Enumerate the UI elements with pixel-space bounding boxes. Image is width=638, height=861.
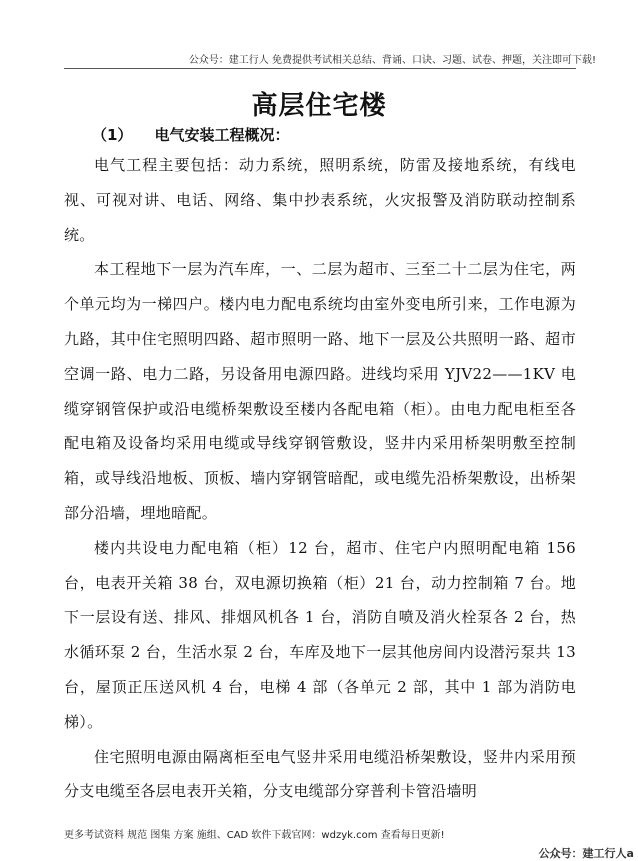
watermark-label: 公众号：建工行人a — [538, 847, 634, 860]
paragraph-lighting: 住宅照明电源由隔离柜至电气竖井采用电缆沿桥架敷设，竖井内采用预分支电缆至各层电表开关箱，分支电缆部分穿普利卡管沿墙明 — [64, 747, 576, 801]
paragraph-overview: 电气工程主要包括：动力系统，照明系统，防雷及接地系统，有线电视、可视对讲、电话、网络、集中抄表系统，火灾报警及消防联动控制系统。 — [64, 156, 576, 244]
section-heading — [92, 124, 289, 145]
document-title: 高层住宅楼 — [251, 91, 387, 121]
header-divider — [64, 68, 576, 69]
header-note: 公众号：建工行人 免费提供考试相关总结、背诵、口诀、习题、试卷、押题，关注即可下载! — [188, 55, 596, 66]
section-title: 电气安装工程概况： — [154, 126, 290, 144]
footer-note: 更多考试资料 规范 图集 方案 施组、CAD 软件下载官网：wdzyk.com 查看每日更新! — [64, 830, 445, 841]
section-number: （1） — [92, 126, 133, 144]
paragraph-power-supply: 本工程地下一层为汽车库，一、二层为超市、三至二十二层为住宅，两个单元均为一梯四户。楼内电力配电系统均由室外变电所引来，工作电源为九路，其中住宅照明四路、超市照明一路、地下一层及公共照明一路、超市空调一路、电力二路，另设备用电源四路。进线均采用 YJV22——1KV 电缆穿钢管保护或沿电缆桥架敷设至楼内各配电箱（柜）。由电力配电柜至各配电箱及设备均采用电缆或导线穿钢管敷设，竖井内采用桥架明敷至控制箱，或导线沿地板、顶板、墙内穿钢管暗配，或电缆先沿桥架敷设，出桥架部分沿墙，埋地暗配。 — [64, 260, 576, 522]
paragraph-equipment: 楼内共设电力配电箱（柜）12 台，超市、住宅户内照明配电箱 156 台，电表开关箱 38 台，双电源切换箱（柜）21 台，动力控制箱 7 台。地下一层设有送、排风、排烟风机各 1 台，消防自喷及消火栓泵各 2 台，热水循环泵 2 台，生活水泵 2 台，车库及地下一层其他房间内设潜污泵共 13 台，屋顶正压送风机 4 台，电梯 4 部（各单元 2 部，其中 1 部为消防电梯）。 — [64, 538, 576, 731]
document-body — [64, 148, 576, 809]
